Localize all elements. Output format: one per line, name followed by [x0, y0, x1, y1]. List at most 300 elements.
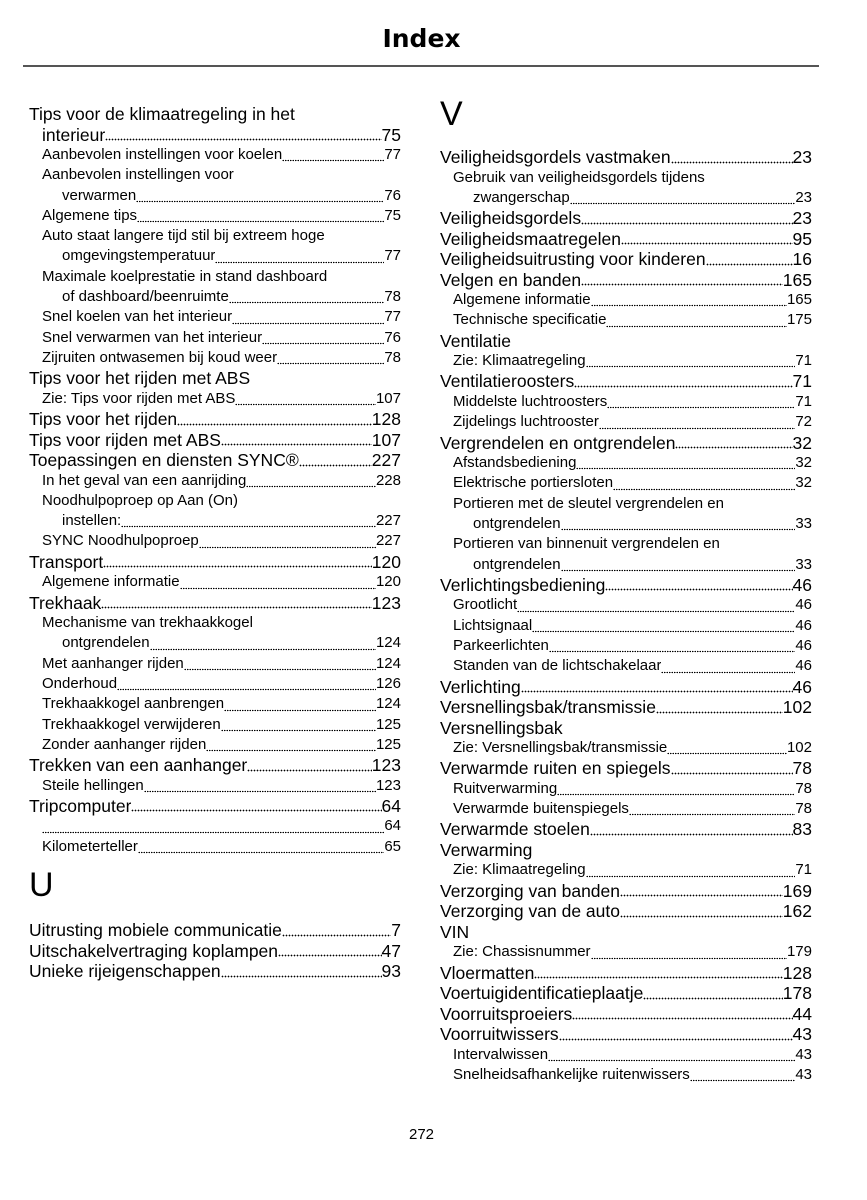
dot-leader: [671, 147, 793, 168]
index-entry: [440, 575, 812, 596]
entry-page-number: 178: [782, 983, 812, 1004]
index-subentry: [440, 1045, 812, 1065]
entry-label: Trekhaakkogel verwijderen: [42, 715, 221, 733]
index-entry: [440, 758, 812, 779]
dot-leader: [277, 348, 384, 368]
entry-page-number: 83: [792, 819, 812, 840]
entry-page-number: 107: [371, 429, 401, 450]
index-entry: [440, 840, 812, 861]
dot-leader: [629, 799, 795, 819]
entry-label: Zie: Tips voor rijden met ABS: [42, 389, 236, 407]
dot-leader: [180, 572, 376, 592]
index-subentry: [440, 310, 812, 330]
dot-leader: [177, 409, 372, 430]
entry-page-number: 128: [371, 409, 401, 430]
index-subentry: [29, 206, 401, 226]
index-subentry: [440, 656, 812, 676]
index-subentry: [29, 186, 401, 206]
entry-label: Zijdelings luchtrooster: [453, 413, 599, 431]
index-entry: [440, 901, 812, 922]
dot-leader: [661, 656, 795, 676]
index-entry: [440, 881, 812, 902]
dot-leader: [42, 816, 384, 836]
entry-page-number: 165: [786, 291, 812, 309]
entry-label: Verlichtingsbediening: [440, 574, 606, 595]
entry-label: SYNC Noodhulpoproep: [42, 532, 199, 550]
index-entry: [440, 147, 812, 168]
entry-page-number: 75: [384, 206, 401, 224]
entry-page-number: 78: [384, 288, 401, 306]
dot-leader: [591, 290, 787, 310]
entry-page-number: 71: [795, 392, 812, 410]
dot-leader: [282, 145, 384, 165]
index-column-right: [440, 95, 812, 1085]
index-subentry: [29, 226, 401, 246]
section-letter: V: [440, 95, 463, 133]
entry-label: Met aanhanger rijden: [42, 654, 184, 672]
dot-leader: [521, 677, 793, 698]
entry-label: Gebruik van veiligheidsgordels tijdens: [453, 168, 705, 186]
index-entry: [440, 963, 812, 984]
index-subentry: [29, 674, 401, 694]
dot-leader: [138, 837, 384, 857]
entry-label: Uitrusting mobiele communicatie: [29, 920, 282, 941]
entry-page-number: 102: [786, 739, 812, 757]
dot-leader: [607, 392, 795, 412]
dot-leader: [581, 208, 792, 229]
index-entry: [29, 368, 401, 389]
entry-label: Parkeerlichten: [453, 636, 549, 654]
entry-label: Toepassingen en diensten SYNC®: [29, 450, 299, 471]
entry-page-number: 16: [792, 249, 812, 270]
dot-leader: [559, 1024, 793, 1045]
index-subentry: [440, 555, 812, 575]
dot-leader: [131, 796, 381, 817]
entry-page-number: 64: [384, 817, 401, 835]
entry-label: Kilometerteller: [42, 837, 138, 855]
entry-label: Afstandsbediening: [453, 454, 577, 472]
index-subentry: [440, 168, 812, 188]
entry-page-number: 71: [792, 371, 812, 392]
entry-label: Unieke rijeigenschappen: [29, 961, 221, 982]
index-entry: [440, 1024, 812, 1045]
entry-page-number: 43: [792, 1024, 812, 1045]
index-subentry: [29, 307, 401, 327]
entry-page-number: 46: [795, 616, 812, 634]
index-subentry: [29, 654, 401, 674]
dot-leader: [570, 188, 796, 208]
entry-page-number: 78: [384, 348, 401, 366]
entry-page-number: 228: [375, 471, 401, 489]
dot-leader: [517, 595, 795, 615]
index-subentry: [440, 453, 812, 473]
index-entry: [29, 430, 401, 451]
index-subentry: [440, 799, 812, 819]
entry-page-number: 72: [795, 413, 812, 431]
entry-label: zwangerschap: [473, 188, 570, 206]
index-subentry: [29, 491, 401, 511]
entry-page-number: 123: [375, 776, 401, 794]
index-subentry: [440, 1065, 812, 1085]
entry-label: In het geval van een aanrijding: [42, 471, 247, 489]
entry-label: Ventilatieroosters: [440, 371, 575, 392]
index-entry: [29, 961, 401, 982]
dot-leader: [581, 270, 783, 291]
entry-label: Verwarmde ruiten en spiegels: [440, 758, 671, 779]
index-subentry: [440, 514, 812, 534]
entry-page-number: 46: [795, 596, 812, 614]
index-subentry: [29, 287, 401, 307]
index-subentry: [29, 165, 401, 185]
dot-leader: [105, 125, 381, 146]
index-entry: [440, 249, 812, 270]
dot-leader: [561, 514, 796, 534]
entry-label: Maximale koelprestatie in stand dashboard: [42, 267, 328, 285]
index-entry: [29, 755, 401, 776]
entry-label: Veiligheidsgordels: [440, 208, 582, 229]
entry-page-number: 93: [381, 961, 401, 982]
index-entry: [440, 718, 812, 739]
entry-label: Ventilatie: [440, 330, 512, 351]
entry-page-number: 32: [792, 432, 812, 453]
dot-leader: [232, 307, 384, 327]
index-entry: [440, 697, 812, 718]
index-subentry: [29, 735, 401, 755]
entry-page-number: 227: [375, 532, 401, 550]
entry-label: Trekhaakkogel aanbrengen: [42, 695, 225, 713]
entry-page-number: 47: [381, 940, 401, 961]
index-subentry: [29, 816, 401, 836]
entry-page-number: 95: [792, 228, 812, 249]
entry-page-number: 32: [795, 474, 812, 492]
entry-label: Zie: Klimaatregeling: [453, 352, 586, 370]
index-subentry: [440, 290, 812, 310]
index-subentry: [440, 636, 812, 656]
entry-page-number: 32: [795, 454, 812, 472]
entry-label: Standen van de lichtschakelaar: [453, 657, 662, 675]
index-subentry: [29, 328, 401, 348]
index-entry: [29, 409, 401, 430]
dot-leader: [561, 555, 796, 575]
dot-leader: [549, 636, 795, 656]
index-subentry: [29, 471, 401, 491]
entry-page-number: 175: [786, 311, 812, 329]
entry-label: Lichtsignaal: [453, 616, 533, 634]
section-letter: U: [29, 866, 54, 905]
dot-leader: [262, 328, 384, 348]
entry-page-number: 227: [375, 512, 401, 530]
page-title: Index: [382, 24, 461, 53]
index-subentry: [29, 531, 401, 551]
dot-leader: [620, 901, 783, 922]
entry-page-number: 65: [384, 837, 401, 855]
entry-label: Uitschakelvertraging koplampen: [29, 940, 279, 961]
entry-label: Aanbevolen instellingen voor: [42, 166, 234, 184]
index-entry: [440, 983, 812, 1004]
index-subentry: [29, 633, 401, 653]
entry-page-number: 43: [795, 1065, 812, 1083]
header-divider: [23, 65, 819, 67]
index-subentry: [29, 511, 401, 531]
entry-label: Snelheidsafhankelijke ruitenwissers: [453, 1065, 690, 1083]
entry-page-number: 78: [795, 800, 812, 818]
entry-label: Auto staat langere tijd stil bij extreem hoge: [42, 227, 325, 245]
entry-label: Veiligheidsgordels vastmaken: [440, 147, 671, 167]
index-entry: [440, 371, 812, 392]
index-entry: [440, 922, 812, 943]
dot-leader: [150, 633, 376, 653]
index-subentry: [440, 534, 812, 554]
entry-page-number: 123: [371, 755, 401, 776]
dot-leader: [606, 310, 787, 330]
dot-leader: [574, 371, 792, 392]
dot-leader: [586, 860, 796, 880]
dot-leader: [591, 942, 787, 962]
entry-label: ontgrendelen: [473, 514, 561, 532]
dot-leader: [620, 881, 783, 902]
dot-leader: [101, 593, 371, 614]
entry-label: Algemene informatie: [453, 291, 591, 309]
index-subentry: [440, 860, 812, 880]
entry-page-number: 43: [795, 1045, 812, 1063]
entry-page-number: 77: [384, 308, 401, 326]
entry-page-number: 23: [795, 188, 812, 206]
entry-label: Tips voor het rijden: [29, 409, 178, 430]
dot-leader: [221, 715, 376, 735]
entry-label: Trekken van een aanhanger: [29, 755, 248, 776]
index-subentry: [29, 694, 401, 714]
index-subentry: [29, 246, 401, 266]
entry-page-number: 107: [375, 389, 401, 407]
dot-leader: [206, 735, 376, 755]
index-subentry: [29, 837, 401, 857]
entry-page-number: 165: [782, 269, 812, 290]
index-entry: [440, 677, 812, 698]
entry-label: Portieren van binnenuit vergrendelen en: [453, 535, 720, 553]
entry-label: Versnellingsbak: [440, 717, 563, 738]
entry-page-number: 102: [782, 697, 812, 718]
entry-page-number: 76: [384, 186, 401, 204]
dot-leader: [221, 961, 382, 982]
index-entry: [29, 104, 401, 125]
entry-page-number: 46: [792, 574, 812, 595]
entry-label: Zie: Klimaatregeling: [453, 861, 586, 879]
index-subentry: [29, 715, 401, 735]
index-subentry: [29, 389, 401, 409]
entry-page-number: 77: [384, 247, 401, 265]
index-entry: [29, 552, 401, 573]
dot-leader: [282, 920, 391, 941]
entry-label: Mechanisme van trekhaakkogel: [42, 614, 253, 632]
entry-label: Tips voor rijden met ABS: [29, 429, 221, 450]
entry-label: Snel verwarmen van het interieur: [42, 328, 263, 346]
dot-leader: [576, 453, 795, 473]
dot-leader: [215, 246, 384, 266]
entry-page-number: 46: [792, 676, 812, 697]
index-entry: [29, 593, 401, 614]
entry-page-number: 120: [375, 573, 401, 591]
entry-page-number: 71: [795, 861, 812, 879]
entry-label: Ruitverwarming: [453, 779, 558, 797]
dot-leader: [690, 1065, 796, 1085]
entry-page-number: 23: [792, 208, 812, 229]
entry-page-number: 179: [786, 943, 812, 961]
entry-label: Transport: [29, 551, 104, 572]
dot-leader: [137, 206, 384, 226]
page-number: 272: [408, 1126, 435, 1143]
index-subentry: [440, 942, 812, 962]
dot-leader: [221, 430, 372, 451]
entry-page-number: 44: [792, 1003, 812, 1024]
entry-label: Middelste luchtroosters: [453, 392, 608, 410]
index-entry: [440, 819, 812, 840]
entry-label: ontgrendelen: [62, 634, 150, 652]
entry-page-number: 78: [795, 779, 812, 797]
dot-leader: [548, 1045, 795, 1065]
entry-label: Verwarming: [440, 839, 533, 860]
entry-label: Velgen en banden: [440, 269, 582, 290]
dot-leader: [246, 471, 376, 491]
entry-label: Algemene informatie: [42, 573, 180, 591]
index-subentry: [440, 494, 812, 514]
index-entry: [29, 920, 401, 941]
dot-leader: [103, 552, 372, 573]
index-subentry: [29, 776, 401, 796]
dot-leader: [136, 186, 384, 206]
entry-page-number: 33: [795, 514, 812, 532]
entry-label: Veiligheidsmaatregelen: [440, 228, 621, 249]
dot-leader: [667, 738, 787, 758]
entry-page-number: 33: [795, 555, 812, 573]
entry-label: Noodhulpoproep op Aan (On): [42, 491, 238, 509]
entry-page-number: 46: [795, 657, 812, 675]
entry-label: Aanbevolen instellingen voor koelen: [42, 146, 283, 163]
index-subentry: [440, 351, 812, 371]
entry-label: Zie: Versnellingsbak/transmissie: [453, 739, 668, 757]
index-entry: [440, 1004, 812, 1025]
index-subentry: [29, 267, 401, 287]
entry-label: Zie: Chassisnummer: [453, 943, 591, 961]
entry-page-number: 124: [375, 654, 401, 672]
entry-label: omgevingstemperatuur: [62, 247, 216, 265]
entry-page-number: 227: [371, 450, 401, 471]
entry-label: Verwarmde buitenspiegels: [453, 800, 629, 818]
dot-leader: [117, 674, 376, 694]
index-subentry: [29, 145, 401, 165]
entry-page-number: 23: [792, 147, 812, 167]
dot-leader: [590, 819, 793, 840]
entry-label: VIN: [440, 921, 470, 942]
entry-label: Zonder aanhanger rijden: [42, 735, 207, 753]
entry-label: interieur: [42, 124, 106, 145]
index-subentry: [440, 412, 812, 432]
entry-label: Technische specificatie: [453, 311, 607, 329]
index-subentry: [440, 779, 812, 799]
index-entry: [29, 450, 401, 471]
index-subentry: [440, 738, 812, 758]
dot-leader: [671, 758, 793, 779]
entry-page-number: 123: [371, 592, 401, 613]
index-subentry: [29, 613, 401, 633]
dot-leader: [656, 697, 783, 718]
entry-label: Veiligheidsuitrusting voor kinderen: [440, 249, 706, 270]
entry-label: Tripcomputer: [29, 795, 132, 816]
entry-label: Voorruitsproeiers: [440, 1003, 573, 1024]
dot-leader: [224, 694, 376, 714]
dot-leader: [199, 531, 376, 551]
index-entry: [440, 208, 812, 229]
entry-page-number: 120: [371, 551, 401, 572]
entry-label: verwarmen: [62, 186, 137, 204]
dot-leader: [229, 287, 385, 307]
dot-leader: [706, 249, 793, 270]
index-entry: [440, 331, 812, 352]
dot-leader: [643, 983, 782, 1004]
dot-leader: [613, 473, 795, 493]
dot-leader: [299, 450, 372, 471]
index-subentry: [440, 392, 812, 412]
entry-label: Portieren met de sleutel vergrendelen en: [453, 494, 724, 512]
dot-leader: [278, 941, 382, 962]
dot-leader: [144, 776, 376, 796]
entry-label: Grootlicht: [453, 596, 518, 614]
entry-page-number: 75: [381, 124, 401, 145]
dot-leader: [532, 616, 795, 636]
index-column-left: [29, 104, 401, 982]
entry-page-number: 64: [381, 795, 401, 816]
entry-page-number: 125: [375, 715, 401, 733]
entry-label: Verwarmde stoelen: [440, 819, 590, 840]
entry-label: Intervalwissen: [453, 1045, 549, 1063]
entry-label: Vloermatten: [440, 962, 535, 983]
entry-label: Vergrendelen en ontgrendelen: [440, 432, 676, 453]
dot-leader: [599, 412, 795, 432]
entry-label: instellen:: [62, 512, 122, 530]
entry-page-number: 78: [792, 758, 812, 779]
entry-page-number: 124: [375, 695, 401, 713]
entry-page-number: 76: [384, 328, 401, 346]
entry-label: Trekhaak: [29, 592, 102, 613]
entry-label: ontgrendelen: [473, 555, 561, 573]
index-subentry: [440, 188, 812, 208]
entry-label: Versnellingsbak/transmissie: [440, 697, 656, 718]
dot-leader: [572, 1004, 792, 1025]
entry-label: Snel koelen van het interieur: [42, 308, 233, 326]
entry-page-number: 128: [782, 962, 812, 983]
dot-leader: [621, 229, 793, 250]
entry-page-number: 77: [384, 146, 401, 163]
entry-label: Tips voor de klimaatregeling in het: [29, 104, 295, 124]
entry-label: Voorruitwissers: [440, 1024, 559, 1045]
entry-page-number: 71: [795, 352, 812, 370]
dot-leader: [557, 779, 795, 799]
index-subentry: [29, 348, 401, 368]
entry-label: Verzorging van de auto: [440, 901, 620, 922]
index-entry: [29, 125, 401, 146]
index-subentry: [440, 616, 812, 636]
dot-leader: [235, 389, 376, 409]
dot-leader: [121, 511, 376, 531]
entry-label: Verlichting: [440, 676, 521, 697]
entry-page-number: 162: [782, 901, 812, 922]
index-entry: [440, 433, 812, 454]
dot-leader: [605, 575, 792, 596]
entry-label: Verzorging van banden: [440, 880, 620, 901]
entry-page-number: 169: [782, 880, 812, 901]
entry-label: Algemene tips: [42, 206, 138, 224]
index-subentry: [440, 473, 812, 493]
dot-leader: [247, 755, 372, 776]
